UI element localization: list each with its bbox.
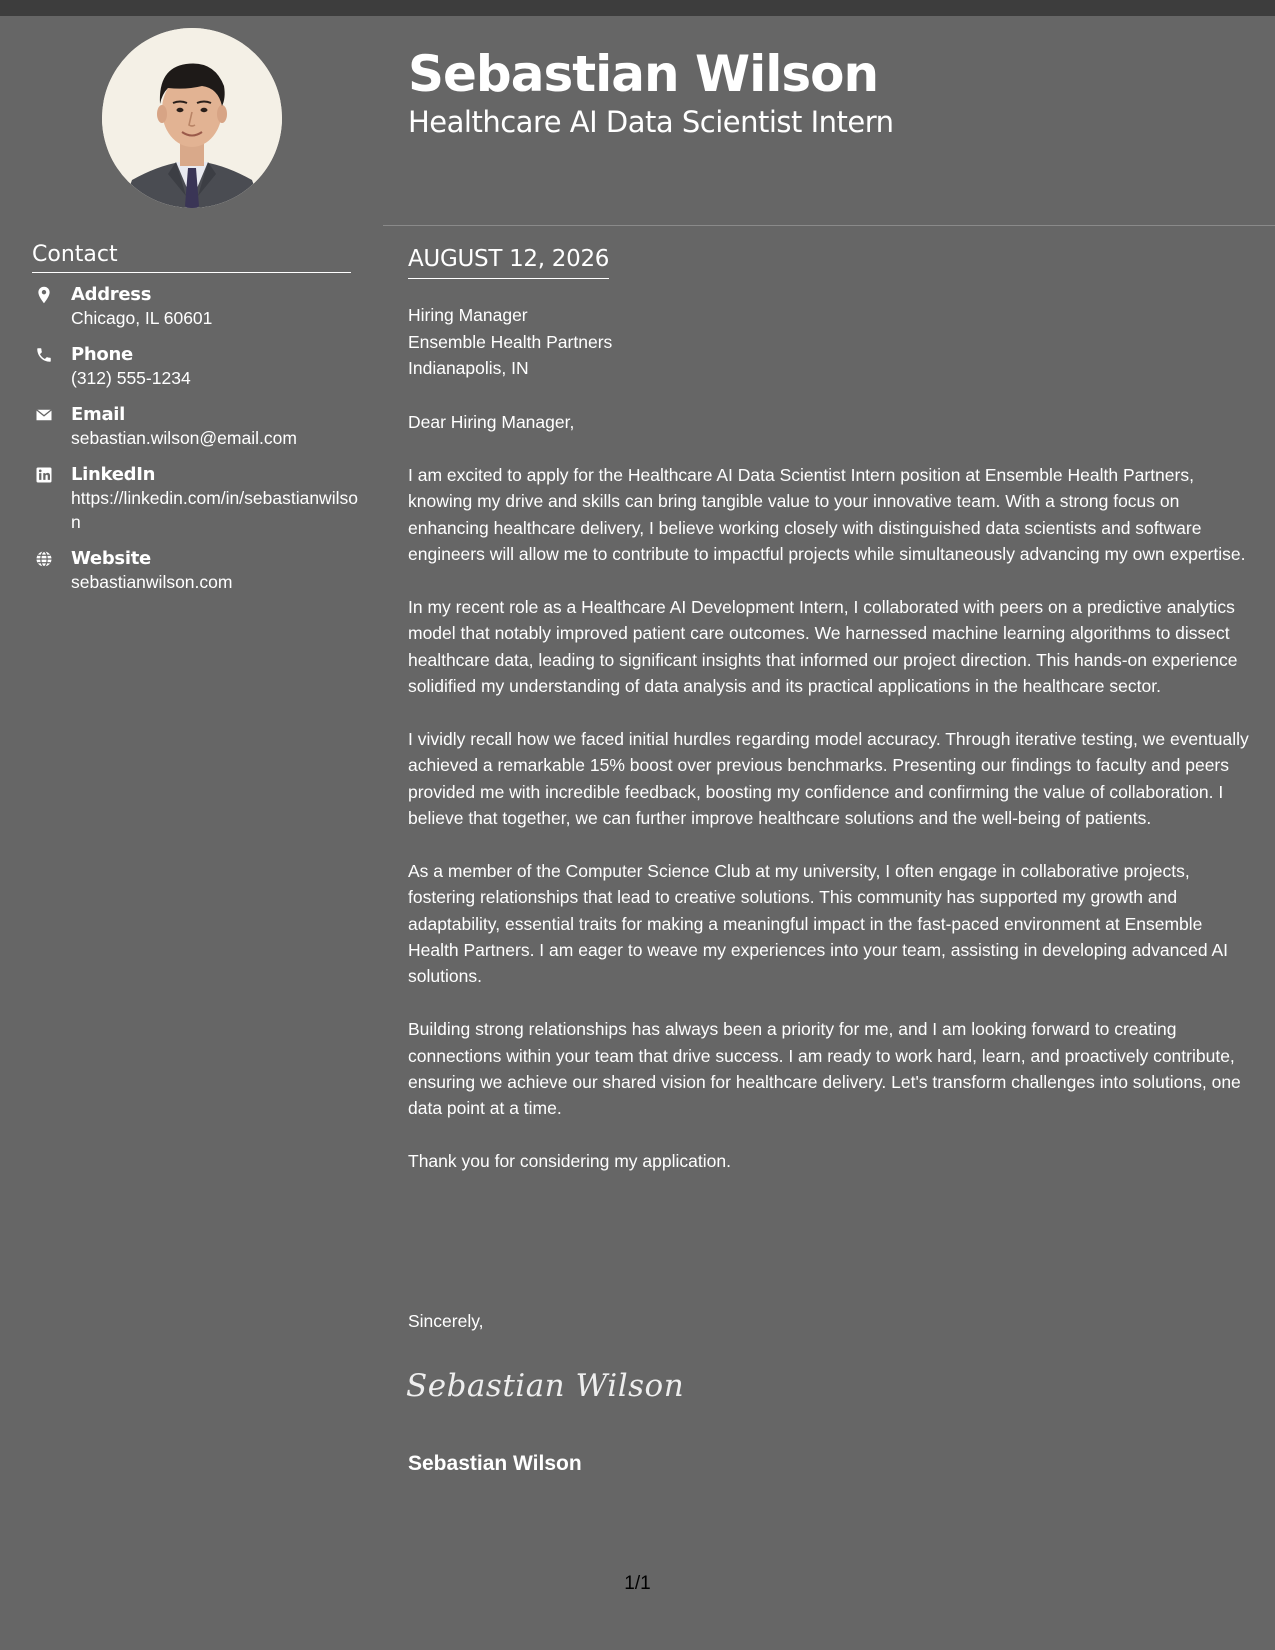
website-value[interactable]: sebastianwilson.com xyxy=(71,572,233,592)
contact-item-linkedin xyxy=(32,463,362,534)
page-number: 1/1 xyxy=(624,1573,651,1594)
handwritten-signature: Sebastian Wilson xyxy=(406,1368,685,1404)
linkedin-icon xyxy=(35,466,53,484)
letter-paragraph: I vividly recall how we faced initial hurdles regarding model accuracy. Through iterative testing, we eventually achieved a remarkable 15% boost over previous benchmarks. Presenting our findings to faculty and peers provided me with incredible feedback, boosting my confidence and confirming the value of collaboration. I believe that together, we can further improve healthcare solutions and the well-being of patients. xyxy=(408,728,1249,829)
job-title: Healthcare AI Data Scientist Intern xyxy=(408,105,894,139)
phone-label: Phone xyxy=(71,344,133,365)
contact-heading: Contact xyxy=(32,240,351,273)
recipient-title: Hiring Manager xyxy=(408,305,528,325)
letter-paragraph: In my recent role as a Healthcare AI Development Intern, I collaborated with peers on a predictive analytics model that notably improved patient care outcomes. We harnessed machine learning algorithms to dissect healthcare data, leading to significant insights that informed our project direction. This hands-on experience solidified my understanding of data analysis and its practical applications in the healthcare sector. xyxy=(408,596,1238,697)
email-label: Email xyxy=(71,404,126,425)
candidate-name: Sebastian Wilson xyxy=(408,45,879,103)
globe-icon xyxy=(35,550,53,568)
letter-body xyxy=(408,409,1250,1201)
letter-date: AUGUST 12, 2026 xyxy=(408,244,609,279)
phone-icon xyxy=(35,346,53,364)
contact-item-phone xyxy=(32,343,362,390)
email-value: sebastian.wilson@email.com xyxy=(71,428,297,448)
top-bar xyxy=(0,0,1275,16)
contact-item-email xyxy=(32,403,362,450)
portrait-illustration xyxy=(102,28,282,208)
contact-list xyxy=(32,283,362,607)
recipient-block xyxy=(408,302,612,382)
address-label: Address xyxy=(71,284,152,305)
linkedin-label: LinkedIn xyxy=(71,464,156,485)
letter-paragraph: As a member of the Computer Science Club at my university, I often engage in collaborative projects, fostering relationships that lead to creative solutions. This community has supported my growth and adaptability, essential traits for making a meaningful impact in the fast-paced environment at Ensemble Health Partners. I am eager to weave my experiences into your team, assisting in developing advanced AI solutions. xyxy=(408,860,1229,987)
letter-paragraph: I am excited to apply for the Healthcare AI Data Scientist Intern position at Ensemble Health Partners, knowing my drive and skills can bring tangible value to your innovative team. With a strong focus on enhancing healthcare delivery, I believe working closely with distinguished data scientists and software engineers will allow me to contribute to impactful projects while simultaneously advancing my own expertise. xyxy=(408,464,1246,565)
profile-photo xyxy=(102,28,282,208)
address-value: Chicago, IL 60601 xyxy=(71,308,213,328)
recipient-location: Indianapolis, IN xyxy=(408,358,529,378)
header-divider xyxy=(383,225,1275,226)
envelope-icon xyxy=(35,406,53,424)
recipient-company: Ensemble Health Partners xyxy=(408,331,613,352)
contact-item-website xyxy=(32,547,362,594)
website-label: Website xyxy=(71,548,151,569)
salutation: Dear Hiring Manager, xyxy=(408,412,575,432)
linkedin-value[interactable]: https://linkedin.com/in/sebastianwilson xyxy=(71,488,358,532)
contact-item-address xyxy=(32,283,362,330)
letter-paragraph: Building strong relationships has always been a priority for me, and I am looking forward to creating connections within your team that drive success. I am ready to work hard, learn, and proactively contribute, ensuring we achieve our shared vision for healthcare delivery. Let's transform challenges into solutions, one data point at a time. xyxy=(408,1019,1241,1119)
closing: Sincerely, xyxy=(408,1311,484,1331)
phone-value: (312) 555-1234 xyxy=(71,368,191,388)
signer-name: Sebastian Wilson xyxy=(408,1452,582,1475)
letter-paragraph: Thank you for considering my application. xyxy=(408,1151,731,1172)
map-pin-icon xyxy=(35,286,53,304)
